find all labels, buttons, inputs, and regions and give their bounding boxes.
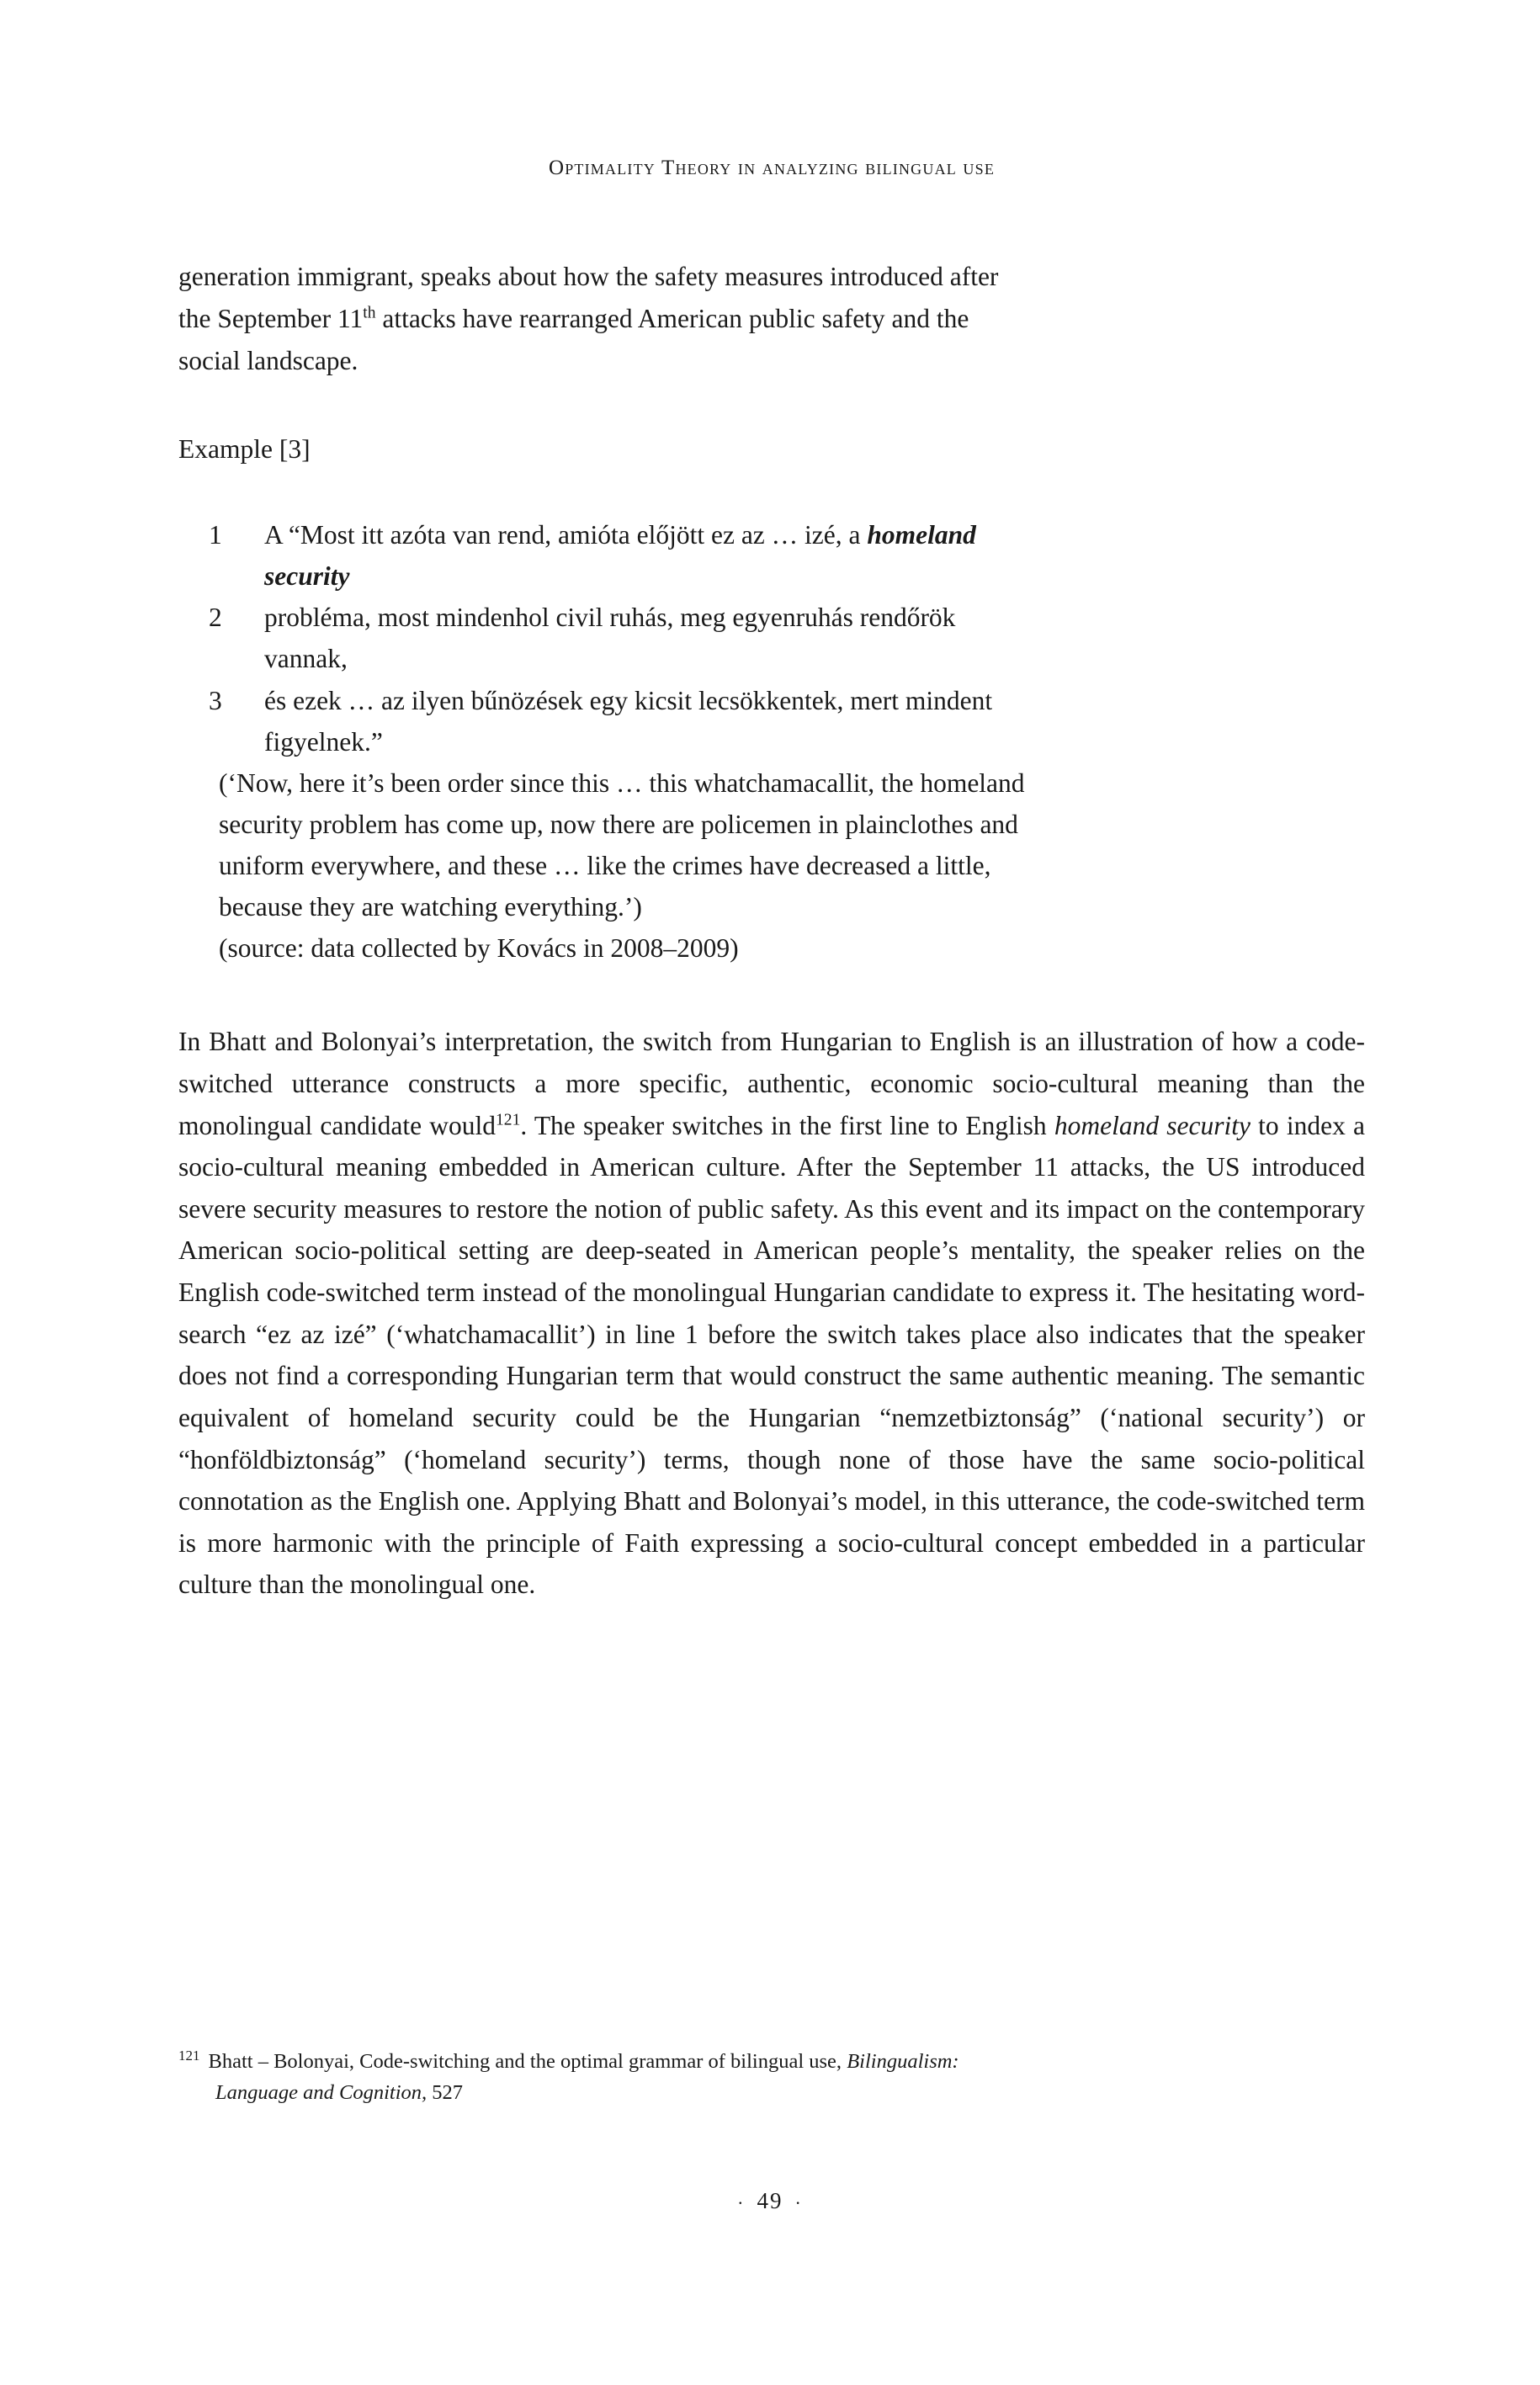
page-content xyxy=(178,0,1365,1606)
example-line-number: 2 xyxy=(209,603,222,633)
main-paragraph-seg-2: . The speaker switches in the first line to English xyxy=(520,1110,1054,1140)
intro-line-2-a: the September 11 xyxy=(178,303,364,333)
footnote-journal-title-b: Language and Cognition, xyxy=(215,2080,427,2104)
example-line-2 xyxy=(209,597,1365,638)
gloss-line-2: security problem has come up, now there are policemen in plainclothes and xyxy=(219,809,1018,839)
page-number: 49 xyxy=(757,2188,783,2213)
example-line-3-continuation: figyelnek.” xyxy=(264,726,383,757)
main-paragraph-seg-1: In Bhatt and Bolonyai’s interpretation, the switch from Hungarian to English is an illustration of how a code-switched utterance constructs a more specific, authentic, economic socio-cultural meaning than the monolingual candidate would xyxy=(178,1027,1365,1140)
folio-dot-right: · xyxy=(794,2191,803,2213)
running-head: Optimality Theory in analyzing bilingual use xyxy=(548,157,996,179)
example-line-text xyxy=(264,514,1365,555)
example-block xyxy=(209,514,1365,969)
footnote-journal-title-a: Bilingualism: xyxy=(847,2050,959,2073)
intro-line-2-b: attacks have rearranged American public safety and the xyxy=(375,303,969,333)
footnote xyxy=(178,2047,1365,2109)
footnote-page-number: 527 xyxy=(427,2080,464,2104)
gloss-line-4: because they are watching everything.’) xyxy=(219,892,642,922)
example-line-number: 1 xyxy=(209,520,222,550)
main-paragraph-seg-3: to index a socio-cultural meaning embedded in American culture. After the September 11 attacks, the US introduced severe security measures to restore the notion of public safety. As this event and its impact on the contemporary American socio-political setting are deep-seated in American people’s mentality, the speaker relies on the English code-switched term instead of the monolingual Hungarian candidate to express it. The hesitating word-search “ez az izé” (‘whatchamacallit’) in line 1 before the switch takes place also indicates that the speaker does not find a corresponding Hungarian term that would construct the same authentic meaning. The semantic equivalent of homeland security could be the Hungarian “nemzetbiztonság” (‘national security’) or “honföldbiztonság” (‘homeland security’) terms, though none of those have the same socio-political connotation as the English one. Applying Bhatt and Bolonyai’s model, in this utterance, the code-switched term is more harmonic with the principle of Faith expressing a socio-cultural concept embedded in a particular culture than the monolingual one. xyxy=(178,1110,1366,1600)
ordinal-suffix: th xyxy=(363,304,376,322)
example-line-3 xyxy=(209,680,1365,721)
intro-line-1: generation immigrant, speaks about how the safety measures introduced after xyxy=(178,262,999,291)
example-line-3-text: és ezek … az ilyen bűnözések egy kicsit lecsökkentek, mert mindent xyxy=(264,685,993,715)
main-paragraph xyxy=(178,1021,1365,1606)
footnote-text xyxy=(209,2050,959,2073)
example-line-number: 3 xyxy=(209,685,222,715)
example-line-1-text: A “Most itt azóta van rend, amióta előjött ez az … izé, a xyxy=(264,520,868,550)
example-source: (source: data collected by Kovács in 2008–2009) xyxy=(219,933,739,964)
main-paragraph-italic-term: homeland security xyxy=(1054,1110,1251,1140)
footnote-marker: 121 xyxy=(178,2047,200,2064)
gloss-line-1: (‘Now, here it’s been order since this … this whatchamacallit, the homeland xyxy=(219,768,1025,798)
footnote-second-line xyxy=(215,2078,1365,2109)
example-line-1 xyxy=(209,514,1365,555)
gloss-line-3: uniform everywhere, and these … like the crimes have decreased a little, xyxy=(219,851,991,881)
example-line-1-emph: homeland xyxy=(867,520,976,550)
intro-paragraph xyxy=(178,256,1365,381)
intro-line-2 xyxy=(178,298,1365,340)
intro-line-3: social landscape. xyxy=(178,345,358,375)
example-line-2-continuation: vannak, xyxy=(264,644,348,674)
example-line-1-continuation: security xyxy=(264,561,350,592)
page-folio xyxy=(0,2188,1540,2214)
example-line-2-text: probléma, most mindenhol civil ruhás, meg egyenruhás rendőrök xyxy=(264,603,956,633)
footnote-reference[interactable]: 121 xyxy=(496,1111,521,1129)
footnote-text-a: Bhatt – Bolonyai, Code-switching and the optimal grammar of bilingual use, xyxy=(208,2050,847,2073)
folio-dot-left: · xyxy=(737,2191,746,2213)
example-gloss xyxy=(219,762,1355,928)
example-label: Example [3] xyxy=(178,434,311,465)
